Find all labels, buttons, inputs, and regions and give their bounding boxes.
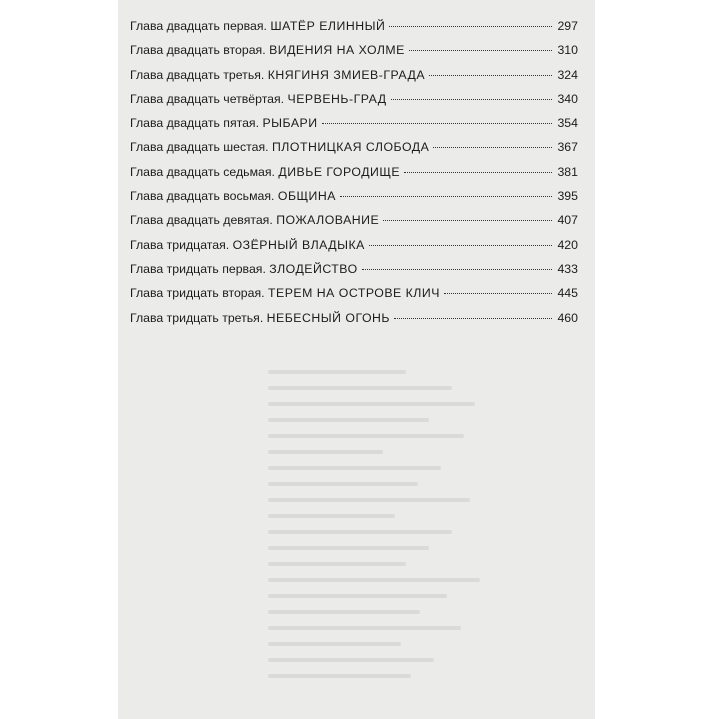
chapter-title: ОБЩИНА	[277, 189, 336, 204]
toc-entry-label	[130, 68, 425, 82]
toc-entry	[130, 165, 578, 189]
toc-entry	[130, 189, 578, 213]
page-number: 297	[557, 19, 578, 33]
book-page	[118, 0, 595, 719]
chapter-number: Глава двадцать шестая.	[130, 140, 269, 155]
page-number: 310	[557, 43, 578, 58]
bleed-through-text	[268, 370, 498, 700]
chapter-number: Глава тридцать третья.	[130, 310, 264, 325]
chapter-title: РЫБАРИ	[262, 116, 318, 131]
toc-entry	[130, 238, 578, 262]
toc-entry	[130, 116, 578, 140]
toc-entry-label	[130, 19, 385, 33]
page-number: 395	[557, 189, 578, 204]
chapter-number: Глава двадцать вторая.	[130, 43, 266, 58]
dot-leader	[362, 269, 552, 270]
dot-leader	[369, 245, 552, 246]
page-number: 420	[557, 237, 578, 252]
chapter-title: ДИВЬЕ ГОРОДИЩЕ	[278, 164, 401, 179]
toc-entry	[130, 92, 578, 116]
chapter-title: КНЯГИНЯ ЗМИЕВ-ГРАДА	[267, 67, 426, 82]
page-number: 460	[557, 310, 578, 325]
toc-entry-label	[130, 140, 429, 154]
chapter-title: ЧЕРВЕНЬ-ГРАД	[287, 91, 387, 106]
page-number: 433	[557, 261, 578, 276]
dot-leader	[322, 123, 552, 124]
chapter-title: ПОЖАЛОВАНИЕ	[276, 213, 380, 228]
dot-leader	[389, 26, 552, 27]
chapter-number: Глава тридцать первая.	[130, 261, 266, 276]
toc-entry	[130, 213, 578, 237]
chapter-title: ШАТЁР ЕЛИННЫЙ	[270, 19, 386, 33]
toc-entry-label	[130, 165, 400, 179]
dot-leader	[383, 220, 552, 221]
toc-entry-label	[130, 286, 440, 300]
chapter-number: Глава тридцать вторая.	[130, 286, 265, 301]
toc-entry-label	[130, 213, 379, 227]
table-of-contents	[130, 19, 578, 335]
chapter-title: ЗЛОДЕЙСТВО	[269, 261, 358, 276]
toc-entry	[130, 262, 578, 286]
dot-leader	[429, 75, 552, 76]
chapter-number: Глава двадцать третья.	[130, 67, 265, 82]
chapter-title: НЕБЕСНЫЙ ОГОНЬ	[266, 310, 390, 325]
dot-leader	[404, 172, 552, 173]
chapter-number: Глава тридцатая.	[130, 237, 230, 252]
toc-entry-label	[130, 116, 318, 130]
dot-leader	[340, 196, 552, 197]
toc-entry	[130, 286, 578, 310]
chapter-number: Глава двадцать девятая.	[130, 213, 273, 228]
chapter-number: Глава двадцать седьмая.	[130, 164, 275, 179]
chapter-number: Глава двадцать четвёртая.	[130, 91, 285, 106]
dot-leader	[394, 318, 552, 319]
toc-entry	[130, 68, 578, 92]
chapter-title: ОЗЁРНЫЙ ВЛАДЫКА	[232, 237, 365, 252]
page-number: 340	[557, 91, 578, 106]
toc-entry-label	[130, 189, 336, 203]
toc-entry-label	[130, 43, 405, 57]
toc-entry	[130, 311, 578, 335]
chapter-title: ВИДЕНИЯ НА ХОЛМЕ	[269, 43, 405, 58]
toc-entry-label	[130, 311, 390, 325]
chapter-title: ТЕРЕМ НА ОСТРОВЕ КЛИЧ	[268, 286, 440, 301]
toc-entry	[130, 43, 578, 67]
toc-entry-label	[130, 92, 387, 106]
page-number: 354	[557, 116, 578, 131]
chapter-number: Глава двадцать пятая.	[130, 116, 260, 131]
page-number: 407	[557, 213, 578, 228]
toc-entry	[130, 19, 578, 43]
chapter-number: Глава двадцать восьмая.	[130, 189, 275, 204]
dot-leader	[409, 50, 552, 51]
toc-entry	[130, 140, 578, 164]
dot-leader	[444, 293, 552, 294]
chapter-title: ПЛОТНИЦКАЯ СЛОБОДА	[271, 140, 430, 155]
toc-entry-label	[130, 262, 358, 276]
chapter-number: Глава двадцать первая.	[130, 19, 267, 33]
page-number: 324	[557, 67, 578, 82]
dot-leader	[391, 99, 552, 100]
page-number: 381	[557, 164, 578, 179]
page-number: 367	[557, 140, 578, 155]
page-number: 445	[557, 286, 578, 301]
dot-leader	[433, 147, 552, 148]
toc-entry-label	[130, 238, 365, 252]
